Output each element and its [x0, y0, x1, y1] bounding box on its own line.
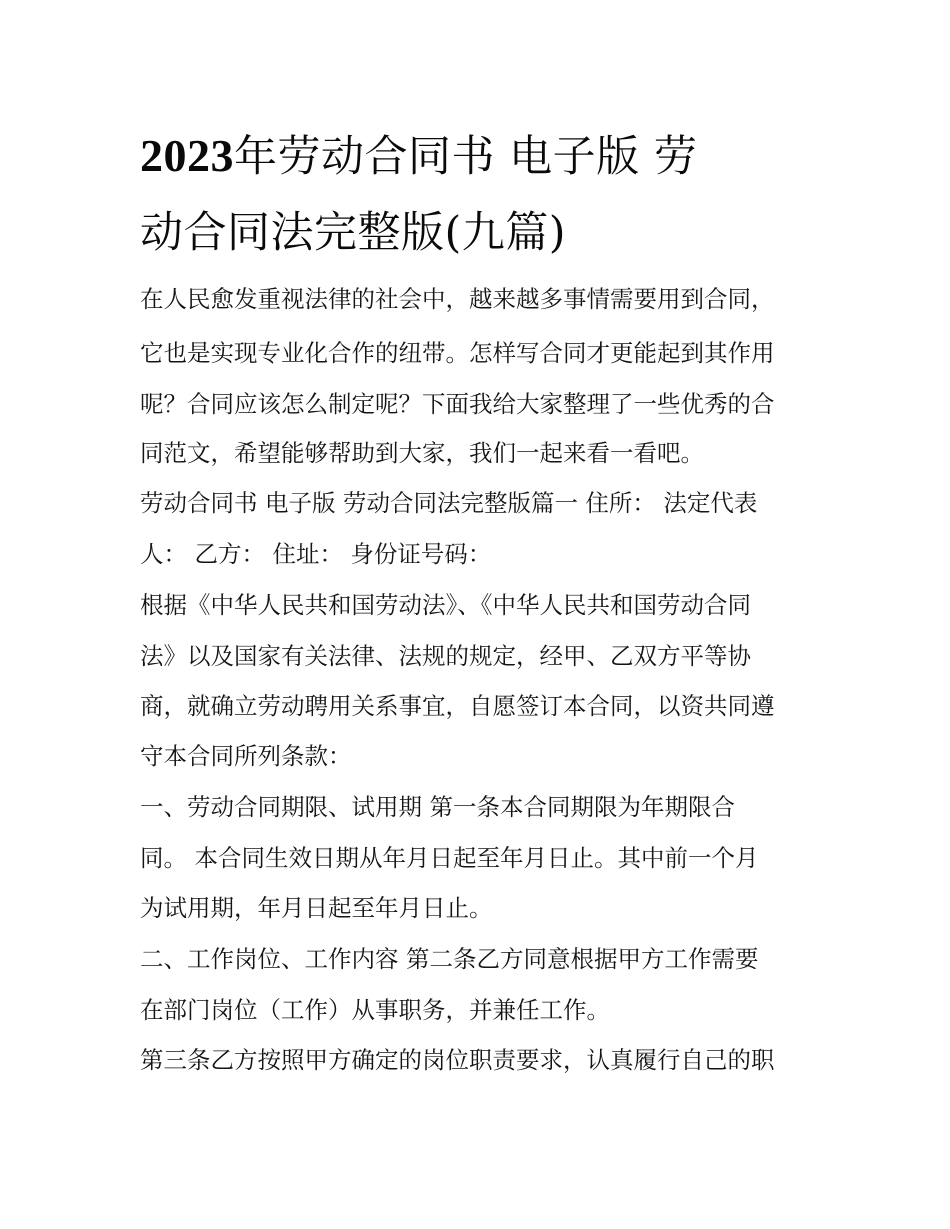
body-line-1: 在人民愈发重视法律的社会中，越来越多事情需要用到合同， [140, 285, 775, 313]
title-line-2: 动合同法完整版(九篇) [140, 208, 567, 258]
title-line-1 [140, 118, 820, 195]
body-line-15: 在部门岗位（工作）从事职务，并兼任工作。 [140, 996, 610, 1024]
body-line-10: 守本合同所列条款： [140, 742, 352, 770]
body-line-6: 人： 乙方： 住址： 身份证号码： [140, 540, 492, 568]
body-line-3: 呢？合同应该怎么制定呢？下面我给大家整理了一些优秀的合 [140, 390, 775, 418]
body-line-12: 同。 本合同生效日期从年月日起至年月日止。其中前一个月 [140, 844, 759, 872]
body-line-9: 商，就确立劳动聘用关系事宜，自愿签订本合同，以资共同遵 [140, 692, 775, 720]
title-line-1-text: 年劳动合同书 电子版 劳 [234, 132, 698, 182]
document-title [140, 118, 820, 271]
body-line-8: 法》以及国家有关法律、法规的规定，经甲、乙双方平等协 [140, 642, 751, 670]
title-year: 2023 [140, 130, 234, 181]
body-line-4: 同范文，希望能够帮助到大家，我们一起来看一看吧。 [140, 439, 704, 467]
body-line-7: 根据《中华人民共和国劳动法》、《中华人民共和国劳动合同 [140, 591, 751, 619]
body-line-14: 二、工作岗位、工作内容 第二条乙方同意根据甲方工作需要 [140, 945, 759, 973]
body-line-2: 它也是实现专业化合作的纽带。怎样写合同才更能起到其作用 [140, 339, 775, 367]
body-line-13: 为试用期，年月日起至年月日止。 [140, 894, 493, 922]
body-line-16: 第三条乙方按照甲方确定的岗位职责要求，认真履行自己的职 [140, 1046, 775, 1074]
body-line-5: 劳动合同书 电子版 劳动合同法完整版篇一 住所： 法定代表 [140, 489, 758, 517]
body-line-11: 一、劳动合同期限、试用期 第一条本合同期限为年期限合 [140, 793, 735, 821]
